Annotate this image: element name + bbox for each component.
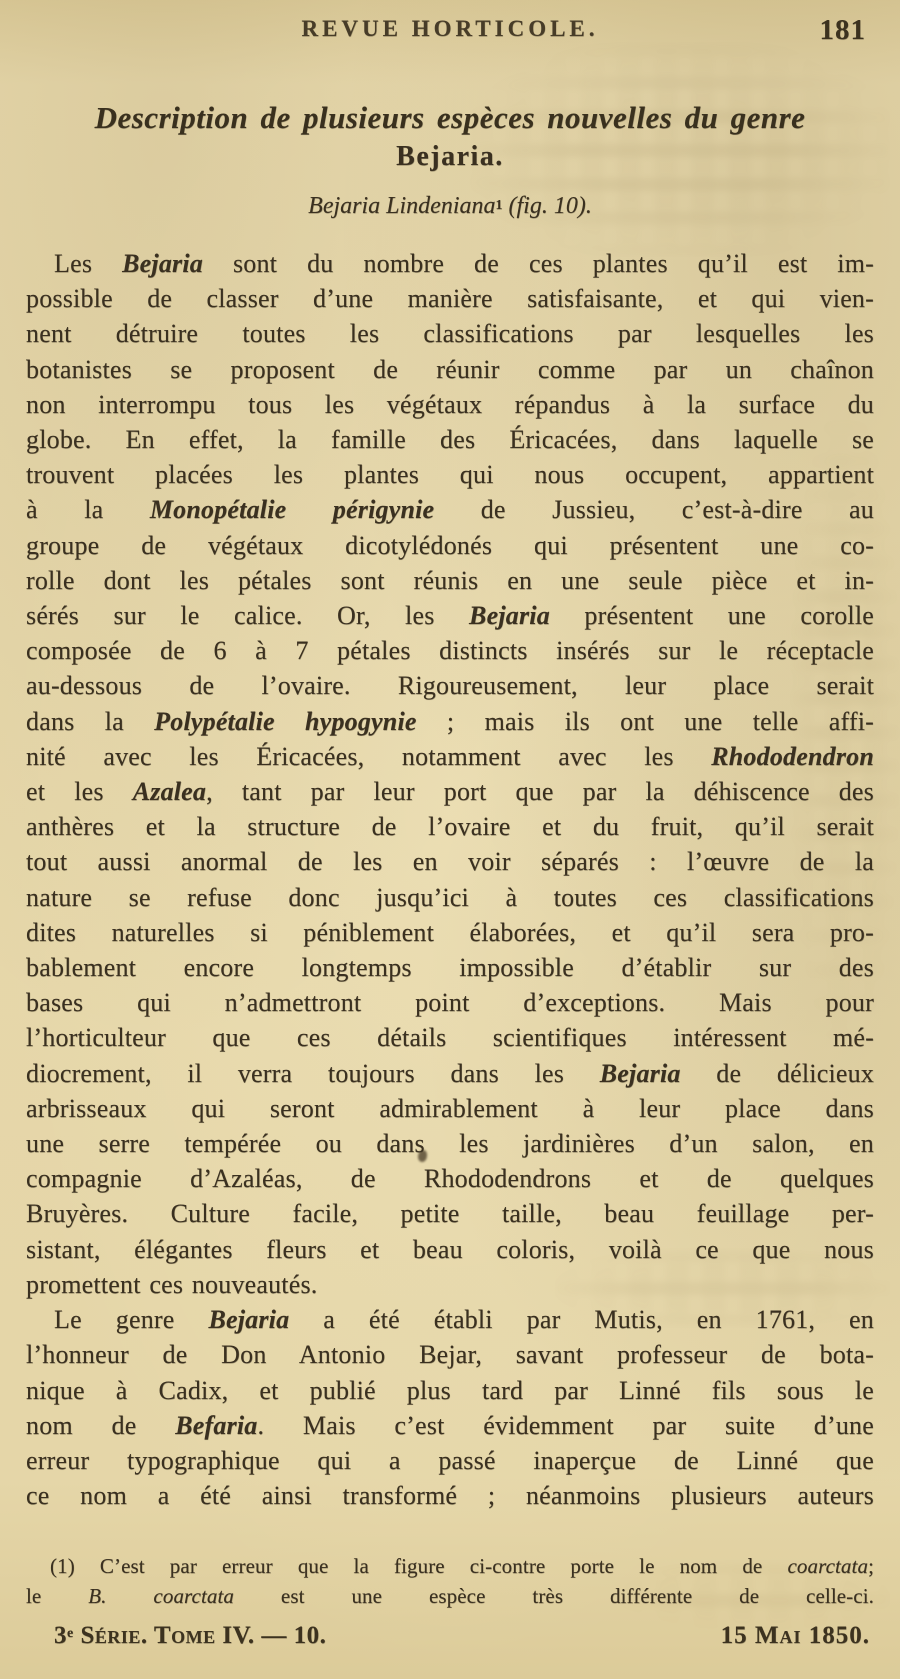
text-segment: tout aussi anormal de les en voir séparés : l’œuvre de la	[26, 847, 874, 877]
page-footer	[26, 1622, 870, 1650]
text-segment: Bruyères. Culture facile, petite taille, beau feuillage per-	[26, 1199, 874, 1229]
text-segment: groupe de végétaux dicotylédonés qui présentent une co-	[26, 530, 874, 560]
italic-text: Bejaria	[122, 249, 203, 278]
text-segment: nique à Cadix, et publié plus tard par Linné fils sous le	[26, 1375, 874, 1405]
footnote	[26, 1552, 874, 1611]
paragraph	[26, 1302, 874, 1513]
article-body	[26, 246, 874, 1513]
text-segment: de délicieux	[680, 1058, 875, 1088]
text-segment: anthères et la structure de l’ovaire et du fruit, qu’il serait	[26, 812, 874, 842]
text-segment: erreur typographique qui a passé inaperçue de Linné que	[26, 1445, 874, 1475]
text-segment: possible de classer d’une manière satisfaisante, et qui vien-	[26, 284, 874, 314]
text-line	[26, 316, 874, 351]
page-number: 181	[819, 14, 866, 46]
text-segment: non interrompu tous les végétaux répandus à la surface du	[26, 389, 874, 419]
text-segment: nature se refuse donc jusqu’ici à toutes ces classifications	[26, 882, 874, 912]
italic-text: Monopétalie périgynie	[149, 495, 435, 525]
figure-reference: (fig. 10).	[502, 193, 592, 219]
text-line	[26, 809, 874, 844]
text-segment: , tant par leur port que par la déhiscence des	[206, 777, 874, 807]
text-segment: ;	[868, 1554, 874, 1578]
text-segment: arbrisseaux qui seront admirablement à leur place dans	[26, 1093, 874, 1123]
species-heading	[0, 193, 900, 220]
text-segment: une serre tempérée ou dans les jardinières d’un salon, en	[26, 1129, 874, 1159]
text-line	[26, 352, 874, 387]
text-line	[26, 422, 874, 457]
text-line	[26, 1582, 874, 1612]
italic-text: Bejaria	[469, 601, 550, 631]
text-segment: . Mais c’est évidemment par suite d’une	[257, 1410, 874, 1440]
text-line	[26, 1408, 874, 1443]
text-line	[26, 563, 874, 598]
text-segment: à la	[26, 495, 150, 525]
text-line	[26, 457, 874, 492]
text-line	[26, 528, 874, 563]
series-volume-label: 3e Série. Tome IV. — 10.	[54, 1622, 327, 1649]
text-segment: globe. En effet, la famille des Éricacées, dans laquelle se	[26, 425, 874, 455]
italic-text: Polypétalie hypogynie	[154, 706, 417, 736]
text-line	[26, 1302, 874, 1337]
text-segment: l’horticulteur que ces détails scientifiques intéressent mé-	[26, 1023, 874, 1053]
italic-text: coarctata	[787, 1554, 869, 1578]
text-segment: dites naturelles si péniblement élaborées, et qu’il sera pro-	[26, 917, 874, 947]
article-title-line2: Bejaria.	[396, 141, 504, 172]
text-segment: nom de	[26, 1410, 176, 1440]
text-segment: sérés sur le calice. Or, les	[26, 601, 470, 631]
text-line	[26, 387, 874, 422]
text-segment: ; mais ils ont une telle affi-	[416, 706, 874, 736]
text-segment: présentent une corolle	[549, 601, 874, 631]
text-segment: Les	[54, 249, 123, 278]
text-line	[26, 1232, 874, 1267]
text-line	[26, 880, 874, 915]
text-line	[26, 1443, 874, 1478]
italic-text: Rhododendron	[711, 741, 874, 771]
text-line	[26, 1091, 874, 1126]
text-line	[26, 704, 874, 739]
text-segment: le	[26, 1583, 89, 1608]
text-segment: nité avec les Éricacées, notamment avec les	[26, 741, 712, 771]
ordinal-superscript: e	[67, 1626, 74, 1641]
species-name: Bejaria Lindeniana	[308, 193, 496, 219]
issue-date: 15 Mai 1850.	[720, 1622, 870, 1649]
text-segment: bases qui n’admettront point d’exceptions. Mais pour	[26, 988, 874, 1018]
text-line	[26, 1126, 874, 1161]
text-segment: (1) C’est par erreur que la figure ci-contre porte le nom de	[50, 1554, 788, 1578]
text-line	[26, 246, 874, 281]
italic-text: B. coarctata	[88, 1583, 235, 1608]
text-segment: Le genre	[54, 1305, 209, 1335]
text-line	[26, 281, 874, 316]
text-line	[26, 1373, 874, 1408]
article-title	[0, 100, 900, 173]
text-segment: sont du nombre de ces plantes qu’il est im-	[202, 249, 874, 278]
text-segment: botanistes se proposent de réunir comme par un chaînon	[26, 354, 874, 384]
text-segment: nent détruire toutes les classifications par lesquelles les	[26, 319, 874, 349]
text-segment: compagnie d’Azaléas, de Rhododendrons et de quelques	[26, 1164, 874, 1194]
text-segment: de Jussieu, c’est-à-dire au	[434, 495, 874, 525]
italic-text: Bejaria	[599, 1058, 681, 1088]
italic-text: Bejaria	[208, 1305, 290, 1335]
text-line	[26, 1337, 874, 1372]
text-line	[26, 1478, 874, 1513]
text-line	[26, 1020, 874, 1055]
text-segment: trouvent placées les plantes qui nous occupent, appartient	[26, 460, 874, 490]
text-line	[26, 1267, 874, 1302]
italic-text: Azalea	[132, 777, 207, 807]
page-header	[0, 16, 900, 50]
footnote-reference-mark: 1	[495, 198, 503, 213]
text-segment: dans la	[26, 706, 155, 736]
text-line	[26, 1161, 874, 1196]
text-line	[26, 1196, 874, 1231]
text-line	[26, 950, 874, 985]
text-line	[26, 668, 874, 703]
italic-text: Befaria	[175, 1410, 258, 1440]
text-segment: et les	[26, 777, 133, 807]
text-segment: a été établi par Mutis, en 1761, en	[289, 1305, 874, 1335]
text-segment: bablement encore longtemps impossible d’établir sur des	[26, 953, 874, 983]
text-line	[26, 1552, 874, 1582]
text-segment: sistant, élégantes fleurs et beau coloris, voilà ce que nous	[26, 1234, 874, 1264]
journal-title: REVUE HORTICOLE.	[301, 16, 599, 41]
paragraph	[26, 1552, 874, 1611]
text-line	[26, 598, 874, 633]
text-line	[26, 633, 874, 668]
text-segment: composée de 6 à 7 pétales distincts insérés sur le réceptacle	[26, 636, 874, 666]
text-line	[26, 739, 874, 774]
text-line	[26, 774, 874, 809]
text-segment: ce nom a été ainsi transformé ; néanmoins plusieurs auteurs	[26, 1481, 874, 1511]
text-segment: rolle dont les pétales sont réunis en une seule pièce et in-	[26, 565, 874, 595]
text-segment: l’honneur de Don Antonio Bejar, savant professeur de bota-	[26, 1340, 874, 1370]
text-segment: promettent ces nouveautés.	[26, 1269, 318, 1299]
text-line	[26, 1056, 874, 1091]
paragraph	[26, 246, 874, 1302]
text-line	[26, 915, 874, 950]
text-segment: est une espèce très différente de celle-ci.	[234, 1583, 874, 1608]
text-segment: au-dessous de l’ovaire. Rigoureusement, leur place serait	[26, 671, 874, 701]
text-line	[26, 985, 874, 1020]
article-title-line1: Description de plusieurs espèces nouvelles du genre	[94, 100, 806, 135]
text-line	[26, 844, 874, 879]
text-segment: diocrement, il verra toujours dans les	[26, 1058, 600, 1088]
text-line	[26, 492, 874, 527]
